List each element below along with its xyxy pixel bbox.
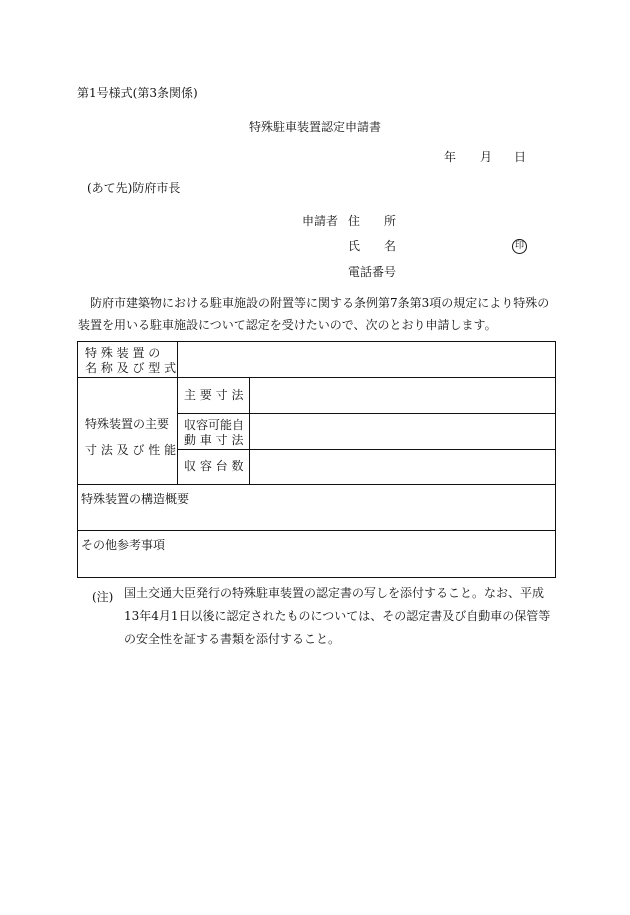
phone-label: 電話番号	[348, 265, 397, 279]
application-statement: 防府市建築物における駐車施設の附置等に関する条例第7条第3項の規定により特殊の装置を用いる駐車施設について認定を受けたいので、次のとおり申請します。	[78, 296, 550, 332]
name-model-cell[interactable]	[178, 342, 555, 377]
name-model-label: 特 殊 装 置 の 名 称 及 び 型 式	[85, 346, 177, 375]
date-year: 年	[444, 150, 457, 164]
dimensions-performance-label: 特殊装置の主要 寸 法 及 び 性 能	[85, 417, 177, 457]
application-table	[77, 341, 556, 578]
vehicle-size-cell[interactable]	[250, 414, 555, 449]
table-rule	[78, 484, 555, 485]
table-rule	[177, 377, 178, 484]
main-dimensions-label: 主 要 寸 法	[184, 388, 244, 402]
note-prefix: (注)	[92, 590, 114, 604]
table-rule	[78, 530, 555, 531]
note-text: 国土交通大臣発行の特殊駐車装置の認定書の写しを添付すること。なお、平成13年4月1日以後に認定されたものについては、その認定書及び自動車の保管等の安全性を証する書類を添付すること。	[124, 586, 551, 646]
form-number: 第1号様式(第3条関係)	[77, 86, 198, 100]
vehicle-size-label: 収容可能自 動 車 寸 法	[184, 418, 245, 447]
date-month: 月	[480, 150, 493, 164]
applicant-label: 申請者	[302, 214, 339, 228]
date-day: 日	[514, 150, 527, 164]
other-notes-cell[interactable]	[78, 554, 555, 577]
name-label: 氏 名	[348, 239, 397, 253]
structure-overview-cell[interactable]	[78, 507, 555, 530]
main-dimensions-cell[interactable]	[250, 378, 555, 413]
page-title: 特殊駐車装置認定申請書	[248, 120, 381, 134]
structure-overview-label: 特殊装置の構造概要	[81, 492, 190, 506]
addressee: (あて先)防府市長	[87, 181, 181, 195]
capacity-cell[interactable]	[250, 450, 555, 484]
seal-mark: 印	[512, 239, 527, 254]
address-label: 住 所	[348, 214, 397, 228]
other-notes-label: その他参考事項	[81, 538, 166, 552]
capacity-label: 収 容 台 数	[184, 459, 244, 473]
